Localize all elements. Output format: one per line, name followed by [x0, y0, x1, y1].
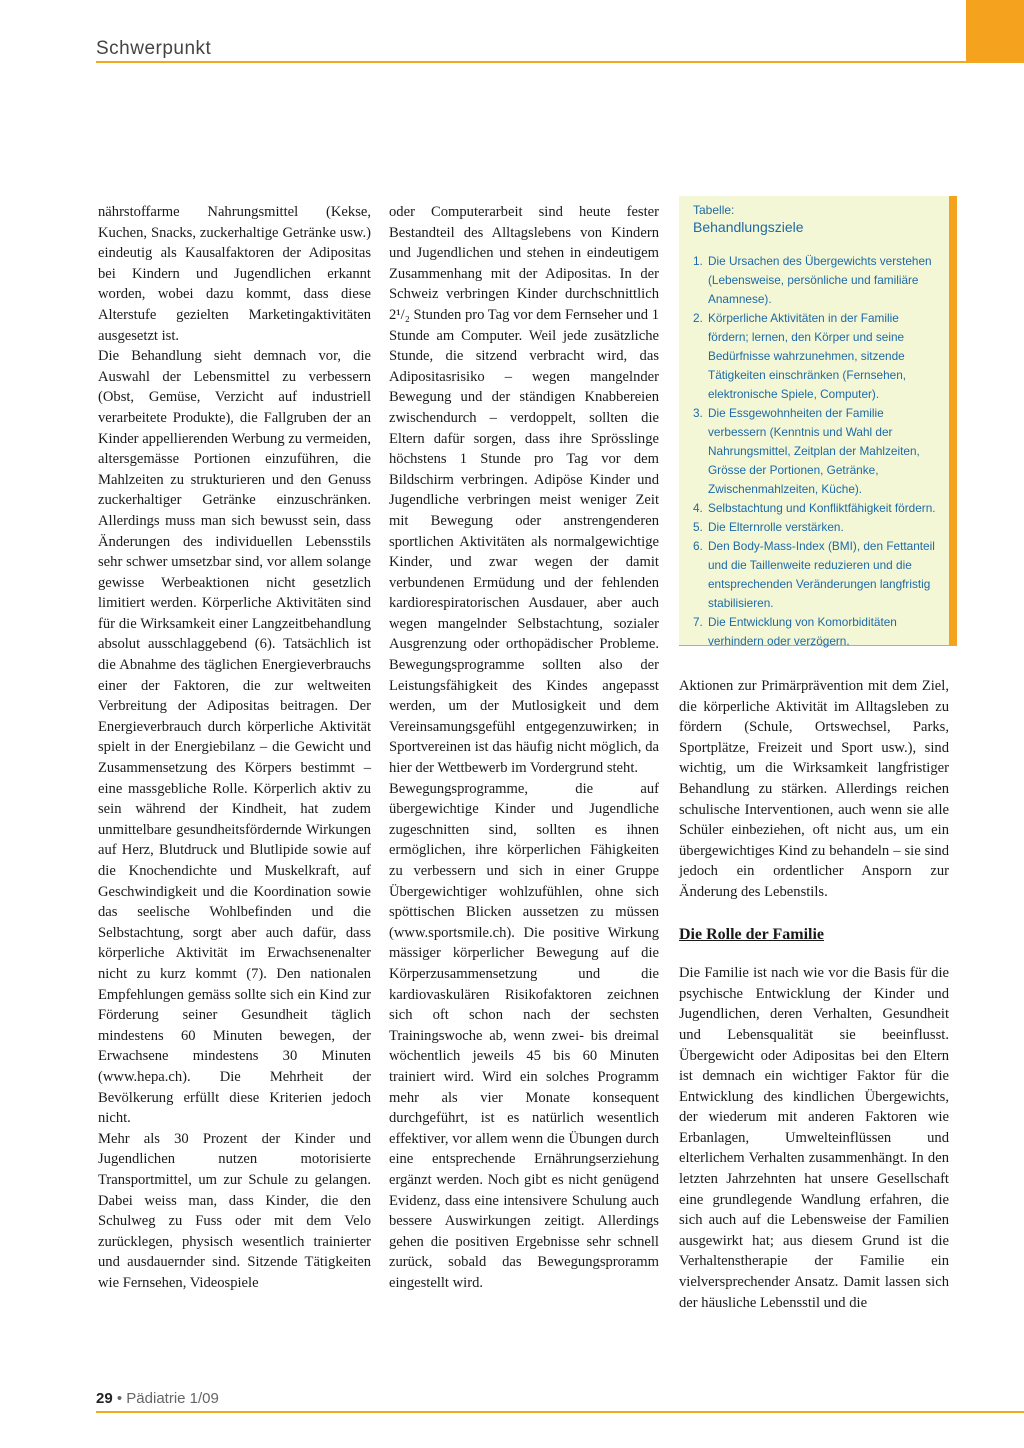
- table-title: Behandlungsziele: [693, 219, 804, 235]
- treatment-goals-table: [679, 196, 957, 646]
- item-text: Die Elternrolle verstärken.: [708, 520, 844, 534]
- item-text: Selbstachtung und Konfliktfähigkeit fördern.: [708, 501, 936, 515]
- list-item: [693, 404, 939, 499]
- list-item: [693, 309, 939, 404]
- paragraph: Mehr als 30 Prozent der Kinder und Jugendlichen nutzen motorisierte Transportmittel, um zur Schule zu gelangen. Dabei weiss man, dass Kinder, die den Schulweg zu Fuss oder mit dem Velo zurücklegen, physisch wesentlich trainierter und ausdauernder sind. Sitzende Tätigkeiten wie Fernsehen, Videospiele: [98, 1130, 371, 1291]
- item-number: 6.: [693, 539, 703, 553]
- item-text: Die Essgewohnheiten der Familie verbessern (Kenntnis und Wahl der Nahrungsmittel, Zeitplan der Mahlzeiten, Grösse der Portionen, Getränke, Zwischenmahlzeiten, Küche).: [708, 406, 920, 496]
- list-item: [693, 518, 939, 537]
- text-column-3: [679, 676, 949, 1313]
- paragraph: oder Computerarbeit sind heute fester Bestandteil des Alltagslebens von Kindern und Jugendlichen und stehen in eindeutigem Zusammenhang mit der Adipositas. In der Schweiz verbringen Kinder durchschnittlich 2¹/₂ Stunden pro Tag vor dem Fernseher und 1 Stunde am Computer. Weil jede zusätzliche Stunde, die sitzend verbracht wird, das Adipositasrisiko – wegen mangelnder Bewegung und der ständigen Knabbereien zwischendurch – verdoppelt, sollten die Eltern dafür sorgen, dass ihre Sprösslinge höchstens 1 Stunde pro Tag vor dem Bildschirm verbringen. Adipöse Kinder und Jugendliche verbringen meist weniger Zeit mit Bewegung oder anstrengenderen sportlichen Aktivitäten als normalgewichtige Kinder, und zwar wegen der damit verbundenen Ermüdung und der fehlenden kardiorespiratorischen Ausdauer, aber auch wegen mangelnder Selbstachtung, sozialer Ausgrenzung oder orthopädischer Probleme. Bewegungsprogramme sollten also der Leistungsfähigkeit des Kindes angepasst werden, um der Mutlosigkeit und dem Vereinsamungsgefühl entgegenzuwirken; in Sportvereinen ist das häufig nicht möglich, da hier der Wettbewerb im Vordergrund steht.: [389, 204, 660, 777]
- item-number: 1.: [693, 254, 703, 268]
- paragraph: Die Familie ist nach wie vor die Basis für die psychische Entwicklung der Kinder und Jugendlichen, deren Verhalten, Gesundheit und Lebensqualität sie beeinflusst. Übergewicht oder Adipositas bei den Eltern ist demnach ein wichtiger Faktor für die Entwicklung des kindlichen Übergewichts, der wiederum mit anderen Faktoren wie Erbanlagen, Umwelteinflüssen und elterlichem Verhalten zusammenhängt. In den letzten Jahrzehnten hat unsere Gesellschaft eine grundlegende Wandlung erfahren, die sich auch auf die Lebensweise der Familien ausgewirkt hat; aus diesem Grund ist die Verhaltenstherapie der Familie ein vielversprechender Ansatz. Damit lassen sich der häusliche Lebensstil und die: [679, 965, 949, 1311]
- text-column-1: [98, 202, 371, 1293]
- item-number: 7.: [693, 615, 703, 629]
- page-footer: [96, 1390, 219, 1407]
- paragraph: Aktionen zur Primärprävention mit dem Ziel, die körperliche Aktivität im Alltagsleben zu fördern (Schule, Ortswechsel, Parks, Sportplätze, Freizeit und Sport usw.), sind wichtig, um die Wirksamkeit langfristiger Behandlung zu stärken. Allerdings reichen schulische Interventionen, auch wenn sie alle Schüler einbeziehen, oft nicht aus, um ein übergewichtiges Kind zu behandeln – sie sind jedoch ein ordentlicher Ansporn zur Änderung des Lebenstils.: [679, 678, 949, 900]
- footer-bullet: •: [116, 1390, 123, 1407]
- item-number: 2.: [693, 311, 703, 325]
- journal-issue: Pädiatrie 1/09: [126, 1390, 219, 1407]
- item-text: Den Body-Mass-Index (BMI), den Fettanteil und die Taillenweite reduzieren und die entsprechenden Veränderungen langfristig stabilisieren.: [708, 539, 935, 610]
- item-text: Die Entwicklung von Komorbiditäten verhindern oder verzögern.: [708, 615, 897, 648]
- paragraph: Bewegungsprogramme, die auf übergewichtige Kinder und Jugendliche zugeschnitten sind, sollten es ihnen ermöglichen, ihre körperlichen Fähigkeiten zu verbessern und sich in einer Gruppe Übergewichtiger wohlzufühlen, ohne sich spöttischen Blicken aussetzen zu müssen (www.sportsmile.ch). Die positive Wirkung mässiger körperlicher Bewegung auf die Körperzusammensetzung und die kardiovaskulären Risikofaktoren zeichnen sich oft schon nach der sechsten Trainingswoche ab, wenn zwei- bis dreimal wöchentlich jeweils 45 bis 60 Minuten trainiert wird. Wird ein solches Programm mehr als vier Monate konsequent durchgeführt, ist es natürlich wesentlich effektiver, vor allem wenn die Übungen durch eine entsprechende Ernährungserziehung ergänzt werden. Noch gibt es nicht genügend Evidenz, dass eine intensivere Schulung auch bessere Auswirkungen zeitigt. Allerdings gehen die positiven Ergebnisse sehr schnell zurück, sobald das Bewegungsproramm eingestellt wird.: [389, 780, 659, 1291]
- list-item: [693, 252, 939, 309]
- paragraph: nährstoffarme Nahrungsmittel (Kekse, Kuchen, Snacks, zuckerhaltige Getränke usw.) eindeutig als Kausalfaktoren der Adipositas bei Kindern und Jugendlichen erkannt worden, wobei dazu kommt, dass diese Alterstufe gezielten Marketingaktivitäten ausgesetzt ist.: [98, 204, 371, 344]
- list-item: [693, 537, 939, 613]
- item-number: 3.: [693, 406, 703, 420]
- goals-list: [693, 252, 939, 651]
- footer-divider: [96, 1411, 1024, 1413]
- corner-accent-tab: [966, 0, 1024, 61]
- list-item: [693, 499, 939, 518]
- paragraph: Die Behandlung sieht demnach vor, die Auswahl der Lebensmittel zu verbessern (Obst, Gemüse, Verzicht auf industriell verarbeitete Produkte), die Fallgruben der an Kinder appellierenden Werbung zu vermeiden, altersgemässe Portionen einzuführen, die Mahlzeiten zu strukturieren und den Genuss zuckerhaltiger Getränke einzuschränken. Allerdings muss man sich bewusst sein, dass Änderungen des individuellen Lebensstils sehr schwer umsetzbar sind, vor allem solange gewisse Werbeaktionen nicht gesetzlich limitiert werden. Körperliche Aktivitäten sind für die Wirksamkeit einer Langzeitbehandlung absolut ausschlaggebend (6). Tatsächlich ist die Abnahme des täglichen Energieverbrauchs einer der Faktoren, die zur weltweiten Verbreitung der Adipositas beitragen. Der Energieverbrauch durch körperliche Aktivität spielt in der Energiebilanz – die Gewicht und Zusammensetzung des Körpers bestimmt – eine massgebliche Rolle. Körperlich aktiv zu sein während der Kindheit, hat zudem unmittelbare gesundheitsfördernde Wirkungen auf Herz, Blutdruck und Blutlipide sowie auf die Knochendichte und Muskelkraft, auf Geschwindigkeit und die Koordination sowie das seelische Wohlbefinden und die Selbstachtung, sorgt aber auch dafür, dass körperliche Aktivität im Erwachsenenalter nicht zu kurz kommt (7). Den nationalen Empfehlungen gemäss sollte sich ein Kind zur Förderung seiner Gesundheit täglich mindestens 60 Minuten bewegen, der Erwachsene mindestens 30 Minuten (www.hepa.ch). Die Mehrheit der Bevölkerung erfüllt diese Kriterien jedoch nicht.: [98, 348, 371, 1127]
- item-text: Körperliche Aktivitäten in der Familie fördern; lernen, den Körper und seine Bedürfnisse wahrzunehmen, sitzende Tätigkeiten einschränken (Fernsehen, elektronische Spiele, Computer).: [708, 311, 907, 401]
- table-label: Tabelle:: [693, 203, 735, 217]
- section-title: Schwerpunkt: [96, 38, 212, 59]
- text-column-2: [389, 202, 659, 1293]
- item-text: Die Ursachen des Übergewichts verstehen (Lebensweise, persönliche und familiäre Anamnese).: [708, 254, 932, 306]
- item-number: 4.: [693, 501, 703, 515]
- item-number: 5.: [693, 520, 703, 534]
- header-divider: [96, 61, 1024, 63]
- section-heading: Die Rolle der Familie: [679, 925, 824, 943]
- list-item: [693, 613, 939, 651]
- page-number: 29: [96, 1390, 113, 1407]
